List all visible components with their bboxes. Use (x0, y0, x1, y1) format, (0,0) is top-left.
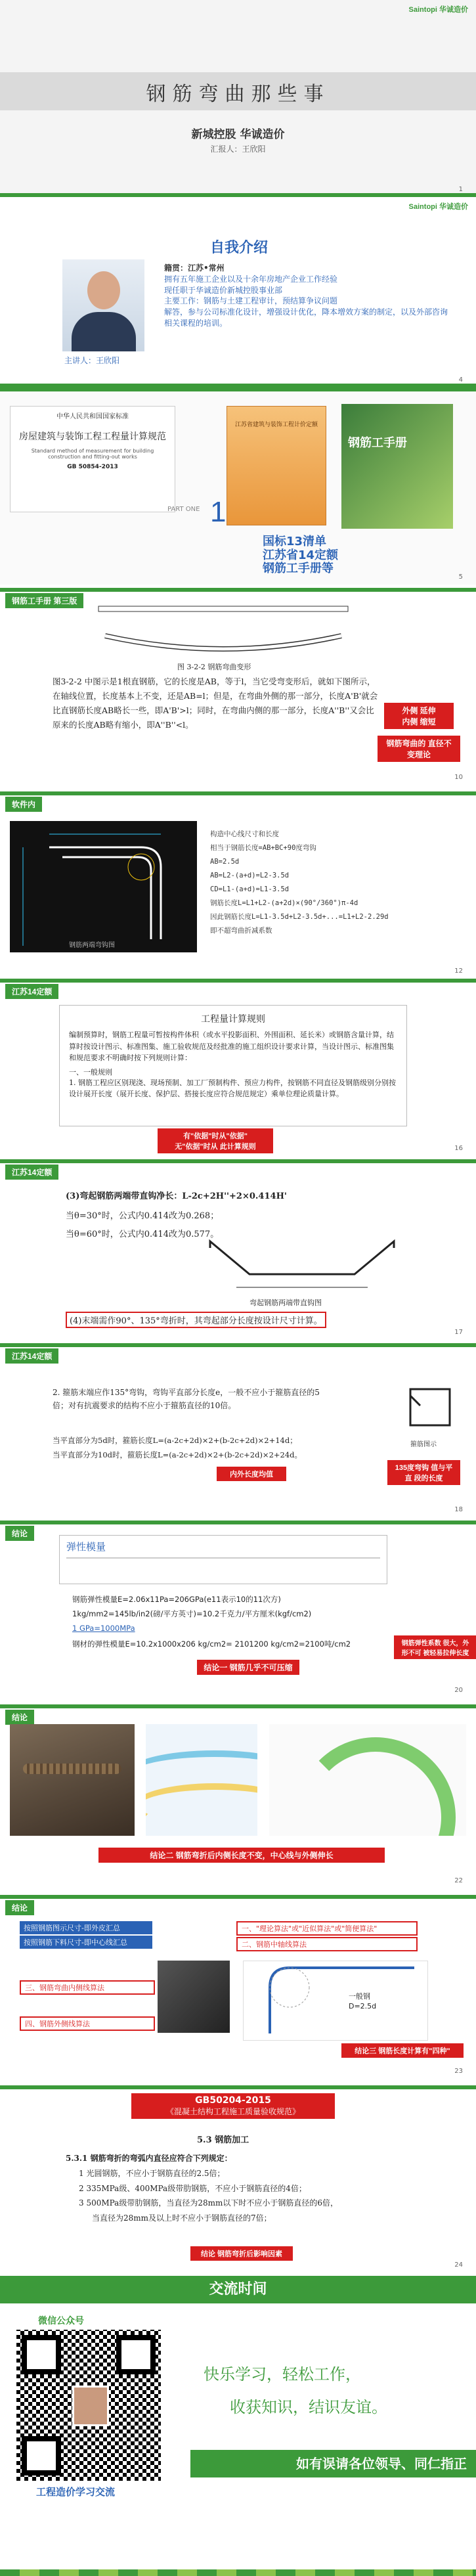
brand-logo: Saintopi 华诚造价 (408, 203, 468, 211)
avatar-caption: 主讲人：王欣阳 (64, 356, 120, 365)
method-row: 一、"理论算法"或"近似算法"或"简便算法" (236, 1921, 418, 1936)
rules-sub: 一、一般规则 (69, 1067, 112, 1077)
section-tag: 软件内 (5, 797, 42, 812)
page-number: 1 (458, 186, 463, 193)
label-hook-length: 135度弯钩 值与平直 段的长度 (387, 1460, 460, 1485)
label-diameter-theory: 钢筋弯曲的 直径不变理论 (378, 736, 460, 762)
avatar (62, 259, 144, 351)
slide-intro (0, 197, 476, 388)
label-mean-length: 内外长度均值 (217, 1467, 286, 1481)
conclusion-4: 结论 钢筋弯折后影响因素 (190, 2246, 293, 2261)
conclusion-1: 结论一 钢筋几乎不可压缩 (197, 1660, 299, 1675)
figure-caption: 弯起钢筋两端带直钩图 (249, 1299, 322, 1307)
theory-paragraph: 图3-2-2 中图示是1根直钢筋，它的长度是AB，等于l，当它受弯变形后，就如下图所示，在轴线位置，长度基本上不变，还是AB=l；但是，在弯曲外侧的那一部分，长度A'B'就会比直钢筋长度AB略长一些，即A'B'>l；同时，在弯曲内侧的那一部分，长度A''B''又会比原来的长度AB略有缩小，即A''B''<l。 (53, 677, 378, 730)
page-number: 23 (454, 2068, 463, 2075)
page-number: 12 (454, 967, 463, 975)
section-tag: 钢筋工手册 第三版 (5, 593, 83, 608)
closing-header (0, 2276, 476, 2303)
method-row: 按照钢筋下料尺寸-即中心线汇总 (20, 1936, 152, 1949)
bent-line-4: (4)末端需作90°、135°弯折时，其弯起部分长度按设计尺寸计算。 (66, 1312, 326, 1328)
section-tag: 江苏14定额 (5, 984, 58, 999)
intro-line: 主要工作：钢筋与土建工程审计，预结算争议问题 (164, 296, 338, 306)
section-tag: 江苏14定额 (5, 1165, 58, 1180)
closing-title: 交流时间 (209, 2281, 267, 2298)
stirrup-line-2: 当平直部分为10d时，箍筋长度L=(a-2c+2d)×2+(b-2c+2d)×2+24d。 (53, 1450, 303, 1459)
page-number: 17 (454, 1329, 463, 1336)
std-clauses: 5.3.1 钢筋弯折的弯弧内直径应符合下列规定： 1 光圆钢筋，不应小于钢筋直径的2.5倍； 2 335MPa级、400MPa级带肋钢筋，不应小于钢筋直径的4倍； 3 500MPa级带肋钢筋，当直径为28mm以下时不应小于钢筋直径的6倍， 当直径为28mm及以上时不应小于钢筋直径的7倍； (66, 2154, 338, 2223)
slide-photos (0, 1704, 476, 1888)
source-item: 国标13清单 (263, 535, 327, 548)
photo-rebar (158, 1961, 230, 2033)
intro-title: 自我介绍 (210, 240, 269, 256)
page-number: 5 (458, 573, 463, 581)
method-row: 按照钢筋图示尺寸-即外皮汇总 (20, 1921, 152, 1934)
photo-bent-pipe (269, 1724, 466, 1836)
page-number: 18 (454, 1506, 463, 1513)
photo-colored-tubes (146, 1724, 257, 1836)
rules-heading: 工程量计算规则 (201, 1014, 265, 1025)
bent-bar-figure (92, 600, 355, 659)
page-number: 4 (458, 376, 463, 384)
book-rebar-handbook: 钢筋工手册 (341, 404, 453, 529)
section-tag: 江苏14定额 (5, 1348, 58, 1364)
label-basis: 有"依据"时从"依据" 无"依据"时从 此计算规则 (158, 1128, 273, 1153)
brand-logo: Saintopi 华诚造价 (408, 6, 468, 14)
bent-line-3: 当θ=60°时，公式内0.414改为0.577。 (66, 1230, 219, 1239)
page-number: 24 (454, 2261, 463, 2269)
stirrup-line-1: 当平直部分为5d时，箍筋长度L=(a-2c+2d)×2+(b-2c+2d)×2+14d； (53, 1436, 297, 1445)
std-name: 《混凝土结构工程施工质量验收规范》 (165, 2107, 300, 2116)
cover-title: 钢筋弯曲那些事 (146, 83, 330, 105)
slide-software (0, 791, 476, 979)
photo-rebar-bend (10, 1724, 135, 1836)
std-title-box (131, 2093, 335, 2119)
modulus-box (59, 1535, 387, 1584)
page-number: 22 (454, 1877, 463, 1884)
rules-box (59, 1005, 407, 1126)
closing-banner-text: 如有误请各位领导、同仁指正 (296, 2456, 467, 2472)
source-list (263, 535, 338, 576)
label-outer-inner: 外侧 延伸 内侧 缩短 (384, 703, 454, 729)
intro-line: 籍贯：江苏•常州 (164, 263, 225, 273)
method-row: 二、钢筋中轴线算法 (236, 1937, 418, 1951)
page-number: 20 (454, 1687, 463, 1694)
slide-stirrup (0, 1343, 476, 1517)
bent-line-2: 当θ=30°时，公式内0.414改为0.268； (66, 1211, 219, 1221)
rules-para: 编制预算时，钢筋工程量可暂按构件体积（或水平投影面积、外围面积、延长米）或钢筋含量计算，结算时按设计图示、标准图集、施工验收规范及经批准的施工组织设计要求计算，当设计图示、标准图集和规范要求不明确时按下列规则计算： (69, 1031, 394, 1063)
part-label: PART ONE (167, 506, 200, 513)
page-number: 16 (454, 1145, 463, 1152)
std-section: 5.3 钢筋加工 (197, 2135, 249, 2145)
modulus-formula: 钢材的弹性模量E=10.2x1000x206 kg/cm2= 2101200 kg/cm2=2100吨/cm2 (72, 1639, 351, 1649)
rules-para: 1. 钢筋工程应区别现浇、现场预制、加工厂预制构件、预应力构件，按钢筋不同直径及钢筋级别分别按设计展开长度（展开长度、保护层、搭接长度应符合规范规定）乘单位理论质量计算。 (69, 1078, 396, 1099)
stirrup-para: 2. 箍筋末端应作135°弯钩，弯钩平直部分长度e，一般不应小于箍筋直径的5倍；对有抗震要求的结构不应小于箍筋直径的10倍。 (53, 1388, 320, 1411)
section-tag: 结论 (5, 1526, 34, 1541)
conclusion-3: 结论三 钢筋长度计算有"四种" (341, 2043, 464, 2058)
formula-list: 构造中心线尺寸和长度 相当于钢筋长度=AB+BC+90度弯钩 AB=2.5d AB=L2-(a+d)=L2-3.5d CD=L1-(a+d)=L1-3.5d 钢筋长度L=L1+L2-(a+2d)×(90°/360°)π-4d 因此钢筋长度L=L1-3.5d+L2-3.5d+...=L1+L2-2.29d 即不超弯曲折减系数 (210, 830, 389, 935)
slide-gb50204 (0, 2085, 476, 2273)
software-figure (10, 821, 197, 952)
cover-presenter: 汇报人：王欣阳 (210, 144, 266, 154)
slide-sources (0, 388, 476, 585)
method-row: 三、钢筋弯曲内侧线算法 (20, 1980, 155, 1995)
stirrup-figure (400, 1383, 460, 1435)
intro-line: 解答，参与公司标准化设计，增强设计优化，降本增效方案的制定，以及外部咨询相关课程的培训。 (164, 307, 448, 328)
book-jiangsu-quota: 江苏省建筑与装饰工程计价定额 (227, 406, 326, 525)
source-item: 钢筋工手册等 (263, 562, 334, 576)
bent-bar-hook-figure (197, 1235, 407, 1294)
slide-closing (0, 2276, 476, 2576)
qr-code (16, 2330, 161, 2481)
section-tag: 结论 (5, 1710, 34, 1725)
bent-line-1: (3)弯起钢筋两端带直钩净长：L-2c+2H''+2×0.414H' (66, 1191, 287, 1201)
bend-diagram: 一般钢 D=2.5d (243, 1961, 428, 2041)
conclusion-2: 结论二 钢筋弯折后内侧长度不变，中心线与外侧伸长 (98, 1848, 385, 1863)
modulus-lines: 钢筋弹性模量E=2.06x11Pa=206GPa(e11表示10的11次方) 1kg/mm2=145lb/in2(磅/平方英寸)=10.2千克力/平方厘米(kgf/cm2) 1 GPa=1000MPa (72, 1595, 312, 1633)
figure-caption: 箍筋图示 (410, 1441, 437, 1448)
slide-handbook-theory (0, 588, 476, 785)
method-row: 四、钢筋外侧线算法 (20, 2016, 155, 2031)
slide-four-methods (0, 1895, 476, 2079)
slide-quota-rules (0, 979, 476, 1156)
intro-text (164, 263, 453, 329)
closing-banner (190, 2450, 476, 2477)
slide-bent-bar (0, 1159, 476, 1340)
label-stiffness: 钢筋弹性系数 很大，外形不可 被轻易拉伸长度 (394, 1635, 476, 1659)
qr-caption: 工程造价学习交流 (36, 2486, 116, 2498)
slide-cover (0, 0, 476, 197)
intro-line: 现任职于华诚造价新城控股事业部 (164, 285, 283, 295)
qr-label: 微信公众号 (38, 2316, 84, 2326)
section-tag: 结论 (5, 1900, 34, 1915)
figure-caption: 图 3-2-2 钢筋弯曲变形 (177, 663, 251, 671)
page-number: 10 (454, 774, 463, 781)
slogan-line: 收获知识，结识友谊。 (230, 2398, 387, 2416)
slogan-line: 快乐学习，轻松工作， (204, 2365, 361, 2384)
modulus-heading: 弹性模量 (66, 1541, 106, 1553)
intro-line: 拥有五年施工企业以及十余年房地产企业工作经验 (164, 274, 338, 284)
part-number: 1 (210, 496, 227, 528)
slide-elastic-modulus (0, 1521, 476, 1698)
std-code: GB50204-2015 (195, 2095, 271, 2106)
source-item: 江苏省14定额 (263, 548, 339, 562)
book-gb50854: 中华人民共和国国家标准 房屋建筑与装饰工程工程量计算规范 Standard method of measurement for building construction and fitting-out works GB 50854-2013 (10, 406, 175, 512)
cover-subtitle: 新城控股 华诚造价 (191, 128, 285, 141)
figure-caption: 钢筋两端弯钩图 (69, 942, 115, 949)
